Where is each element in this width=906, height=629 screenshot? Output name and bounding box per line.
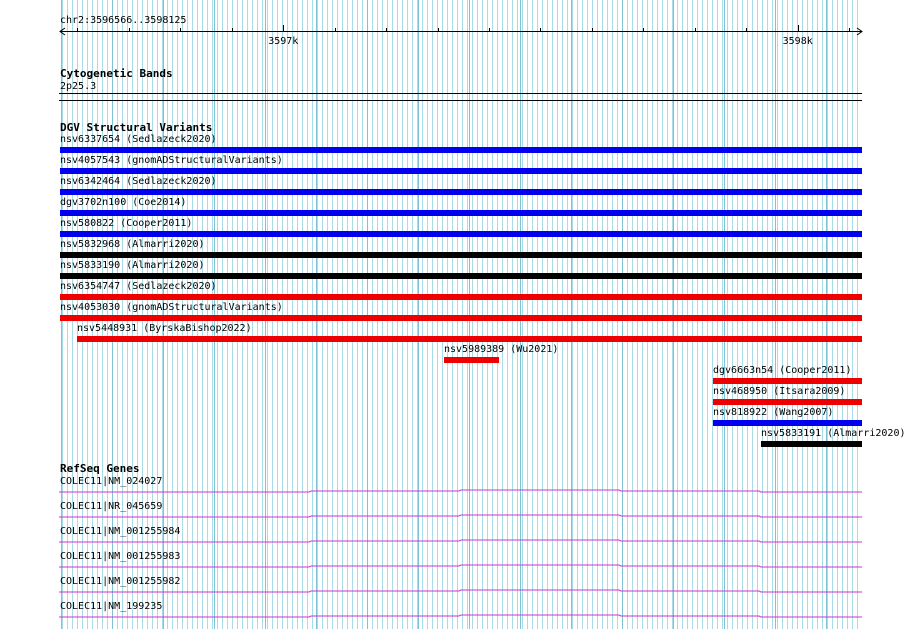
- sv-bar[interactable]: [713, 378, 862, 384]
- gene-intron-line[interactable]: [59, 513, 863, 519]
- gene-label: COLEC11|NM_024027: [60, 476, 163, 487]
- gene-label: COLEC11|NR_045659: [60, 501, 163, 512]
- sv-label: nsv4057543 (gnomADStructuralVariants): [60, 155, 283, 166]
- sv-bar[interactable]: [60, 189, 862, 195]
- sv-label: nsv5833191 (Almarri2020): [761, 428, 906, 439]
- ruler-tick-label: 3597k: [268, 36, 299, 47]
- sv-bar[interactable]: [60, 294, 862, 300]
- gene-label: COLEC11|NM_001255983: [60, 551, 181, 562]
- gene-label: COLEC11|NM_001255982: [60, 576, 181, 587]
- sv-label: nsv818922 (Wang2007): [713, 407, 834, 418]
- sv-label: nsv5448931 (ByrskaBishop2022): [77, 323, 252, 334]
- gene-label: COLEC11|NM_199235: [60, 601, 163, 612]
- sv-bar[interactable]: [60, 210, 862, 216]
- sv-label: nsv5989389 (Wu2021): [444, 344, 559, 355]
- gene-intron-line[interactable]: [59, 488, 863, 494]
- sv-label: nsv5833190 (Almarri2020): [60, 260, 205, 271]
- cytoband-bar-bottom: [59, 100, 862, 101]
- gene-intron-line[interactable]: [59, 538, 863, 544]
- cytoband-label[interactable]: 2p25.3: [60, 81, 97, 92]
- gene-label: COLEC11|NM_001255984: [60, 526, 181, 537]
- sv-bar[interactable]: [444, 357, 499, 363]
- sv-label: dgv3702n100 (Coe2014): [60, 197, 187, 208]
- sv-label: nsv580822 (Cooper2011): [60, 218, 193, 229]
- sv-bar[interactable]: [761, 441, 862, 447]
- region-label: chr2:3596566..3598125: [60, 15, 187, 26]
- sv-bar[interactable]: [60, 315, 862, 321]
- dgv-track-title: DGV Structural Variants: [60, 121, 213, 134]
- sv-bar[interactable]: [713, 399, 862, 405]
- cytoband-track-title: Cytogenetic Bands: [60, 67, 173, 80]
- sv-bar[interactable]: [60, 168, 862, 174]
- ruler-axis[interactable]: [0, 0, 890, 60]
- sv-bar[interactable]: [60, 147, 862, 153]
- gene-intron-line[interactable]: [59, 563, 863, 569]
- gene-intron-line[interactable]: [59, 613, 863, 619]
- sv-label: nsv5832968 (Almarri2020): [60, 239, 205, 250]
- sv-label: nsv468950 (Itsara2009): [713, 386, 846, 397]
- sv-bar[interactable]: [713, 420, 862, 426]
- sv-label: dgv6663n54 (Cooper2011): [713, 365, 852, 376]
- refseq-track-title: RefSeq Genes: [60, 462, 140, 475]
- gene-intron-line[interactable]: [59, 588, 863, 594]
- sv-label: nsv4053030 (gnomADStructuralVariants): [60, 302, 283, 313]
- sv-bar[interactable]: [60, 252, 862, 258]
- sv-bar[interactable]: [60, 273, 862, 279]
- sv-label: nsv6342464 (Sedlazeck2020): [60, 176, 217, 187]
- cytoband-bar-top: [59, 93, 862, 94]
- sv-bar[interactable]: [77, 336, 862, 342]
- sv-label: nsv6337654 (Sedlazeck2020): [60, 134, 217, 145]
- sv-label: nsv6354747 (Sedlazeck2020): [60, 281, 217, 292]
- sv-bar[interactable]: [60, 231, 862, 237]
- ruler-tick-label: 3598k: [782, 36, 813, 47]
